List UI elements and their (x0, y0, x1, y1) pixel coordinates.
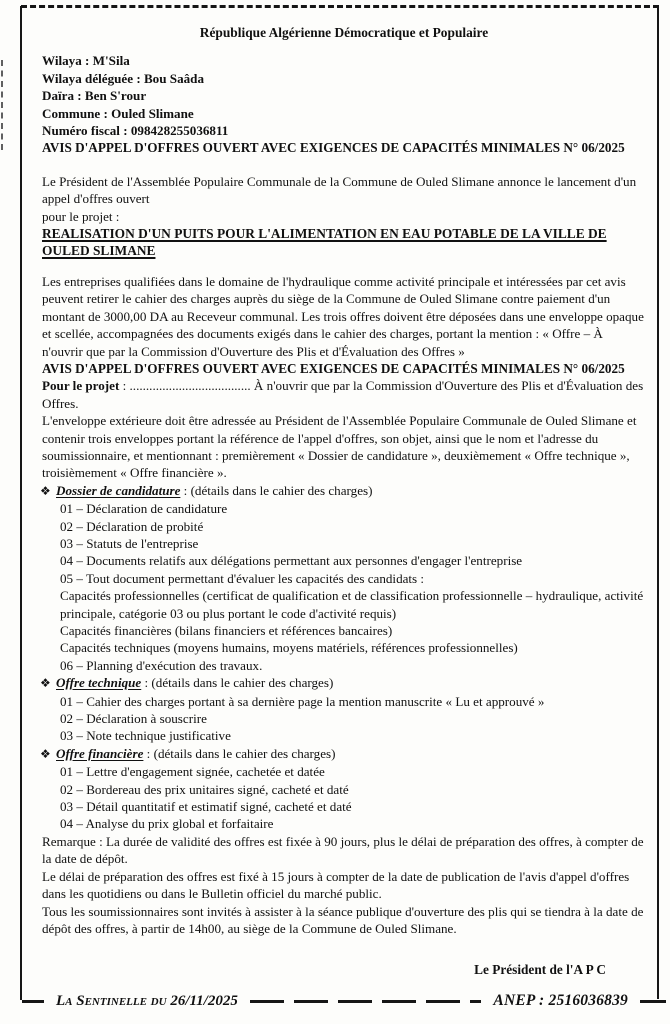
signature: Le Président de l'A P C (474, 962, 606, 978)
intro-paragraph: Le Président de l'Assemblée Populaire Communale de la Commune de Ouled Slimane annonce le lancement d'un appel d'offres ouvert (42, 173, 637, 207)
section-items-offre-financiere (42, 763, 646, 833)
project-line-rest: : ..................................... À n'ouvrir que par la Commission d'Ouverture des Plis et d'Évaluation des Offres. (42, 378, 644, 411)
remark-preparation: Le délai de préparation des offres est fixé à 15 jours à compter de la date de publication de l'avis d'appel d'offres dans les quotidiens ou dans le Bulletin officiel du marché public. (42, 868, 630, 902)
footer-rule (2, 991, 666, 1011)
remark-validity: Remarque : La durée de validité des offres est fixée à 90 jours, plus le délai de préparation des offres, à compter de la date de dépôt. (42, 833, 644, 867)
section-suffix: : (détails dans le cahier des charges) (143, 745, 336, 761)
journal-title: La Sentinelle du (56, 992, 171, 1009)
diamond-bullet-icon: ❖ (40, 746, 51, 761)
footer-dash-left (22, 1000, 44, 1003)
section-title: Dossier de candidature (56, 482, 181, 498)
notice-title-2: AVIS D'APPEL D'OFFRES OUVERT AVEC EXIGENCES DE CAPACITÉS MINIMALES N° 06/2025 (42, 360, 625, 376)
meta-line-numero-fiscal: Numéro fiscal : 098428255036811 (42, 123, 229, 139)
diamond-bullet-icon: ❖ (40, 483, 51, 498)
conditions-paragraph: Les entreprises qualifiées dans le domaine de l'hydraulique comme activité principale et intéressées par cet avis peuvent retirer le cahier des charges auprès du siège de la Commune de Ouled Slimane contre paiement d'un montant de 3000,00 DA au Receveur communal. Les trois offres doivent être déposées dans une enveloppe opaque et scellée, accompagnées des documents exigés dans le cahier des charges, portant la mention : « Offre – À n'ouvrir que par la Commission d'Ouverture des Plis et d'Évaluation des Offres » (42, 273, 644, 359)
project-line (42, 377, 646, 412)
section-heading-offre-technique (42, 674, 646, 692)
list-item: 02 – Bordereau des prix unitaires signé, cacheté et daté (60, 781, 349, 797)
list-item: 03 – Statuts de l'entreprise (60, 535, 199, 551)
scan-edge-artifact (1, 60, 3, 150)
meta-line-wilaya-deleguee: Wilaya déléguée : Bou Saâda (42, 70, 204, 86)
list-item: 05 – Tout document permettant d'évaluer les capacités des candidats : (60, 570, 425, 586)
envelope-paragraph: L'enveloppe extérieure doit être adressée au Président de l'Assemblée Populaire Communale de Ouled Slimane et contenir trois enveloppes portant la référence de l'appel d'offres, son objet, ainsi que le nom et l'adresse du soumissionnaire, et mentionnant : premièrement « Dossier de candidature », deuxièmement « Offre technique », troisièmement « Offre financière ». (42, 413, 637, 481)
list-item: 04 – Documents relatifs aux délégations permettant aux personnes d'engager l'entreprise (60, 553, 523, 569)
list-item: 04 – Analyse du prix global et forfaitaire (60, 816, 274, 832)
remark-opening-session: Tous les soumissionnaires sont invités à assister à la séance publique d'ouverture des plis qui se tiendra à la date de dépôt des offres, à partir de 14h00, au siège de la Commune de Ouled Slimane. (42, 903, 644, 936)
section-items-offre-technique (42, 693, 646, 745)
list-item: 06 – Planning d'exécution des travaux. (60, 657, 263, 673)
country-title: République Algérienne Démocratique et Populaire (199, 25, 489, 40)
meta-line-daira: Daïra : Ben S'rour (42, 88, 147, 104)
list-item: Capacités techniques (moyens humains, moyens matériels, références professionnelles) (60, 640, 518, 656)
meta-line-wilaya: Wilaya : M'Sila (42, 53, 130, 69)
list-item: 01 – Lettre d'engagement signée, cachetée et datée (60, 764, 325, 780)
list-item: 01 – Déclaration de candidature (60, 501, 228, 517)
section-title: Offre technique (56, 675, 142, 691)
list-item: Capacités financières (bilans financiers et références bancaires) (60, 623, 393, 638)
section-items-dossier (42, 500, 646, 674)
journal-date: 26/11/2025 (170, 992, 238, 1009)
list-item: 02 – Déclaration de probité (60, 518, 204, 534)
diamond-bullet-icon: ❖ (40, 676, 51, 691)
section-suffix: : (détails dans le cahier des charges) (180, 482, 373, 498)
page-border-right (657, 5, 659, 999)
project-title: REALISATION D'UN PUITS POUR L'ALIMENTATION EN EAU POTABLE DE LA VILLE DE OULED SLIMANE (42, 226, 607, 259)
footer-dash-middle (250, 1000, 482, 1003)
meta-line-commune: Commune : Ouled Slimane (42, 105, 194, 121)
meta-block (42, 52, 646, 139)
section-heading-offre-financiere (42, 745, 646, 763)
section-title: Offre financière (56, 745, 144, 761)
anep-number: ANEP : 2516036839 (493, 992, 628, 1009)
list-item: 03 – Note technique justificative (60, 728, 231, 744)
list-item: Capacités professionnelles (certificat de qualification et de classification professionnelle – hydraulique, activité principale, catégorie 03 ou plus portant le code d'activité requis) (60, 588, 644, 621)
project-lead: pour le projet : (42, 208, 120, 224)
page-border-left (20, 6, 22, 1000)
section-suffix: : (détails dans le cahier des charges) (141, 675, 334, 691)
list-item: 03 – Détail quantitatif et estimatif signé, cacheté et daté (60, 799, 352, 815)
list-item: 02 – Déclaration à souscrire (60, 711, 207, 727)
project-line-label: Pour le projet (42, 378, 120, 394)
footer-dash-right (640, 1000, 666, 1003)
journal-name (56, 993, 238, 1010)
notice-title: AVIS D'APPEL D'OFFRES OUVERT AVEC EXIGENCES DE CAPACITÉS MINIMALES N° 06/2025 (42, 140, 625, 156)
document-content (42, 24, 646, 979)
page-border-top (21, 5, 659, 8)
section-heading-dossier (42, 482, 646, 500)
list-item: 01 – Cahier des charges portant à sa dernière page la mention manuscrite « Lu et approuvé » (60, 693, 545, 709)
